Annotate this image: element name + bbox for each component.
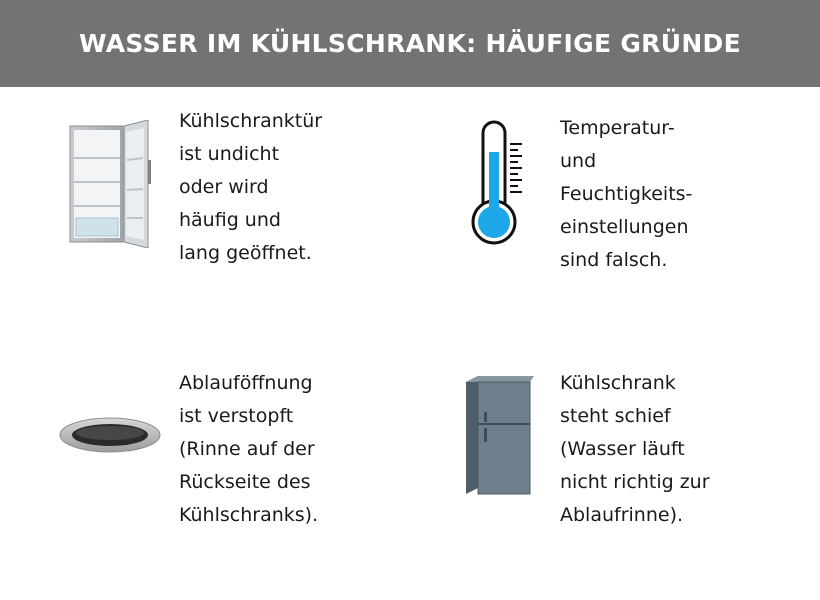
drain-hole-icon	[58, 415, 162, 455]
reason-text: Kühlschrank steht schief (Wasser läuft nicht richtig zur Ablaufrinne).	[560, 372, 710, 526]
reason-text: Temperatur- und Feuchtigkeits- einstellungen sind falsch.	[560, 117, 693, 271]
header-banner	[0, 0, 820, 87]
thermometer-icon	[470, 118, 530, 250]
reason-text: Ablauföffnung ist verstopft (Rinne auf der Rückseite des Kühlschranks).	[179, 372, 319, 526]
page-title: WASSER IM KÜHLSCHRANK: HÄUFIGE GRÜNDE	[79, 29, 741, 58]
tilted-fridge-icon	[460, 372, 540, 498]
open-fridge-icon	[62, 120, 157, 248]
reason-text: Kühlschranktür ist undicht oder wird häufig und lang geöffnet.	[179, 110, 323, 264]
